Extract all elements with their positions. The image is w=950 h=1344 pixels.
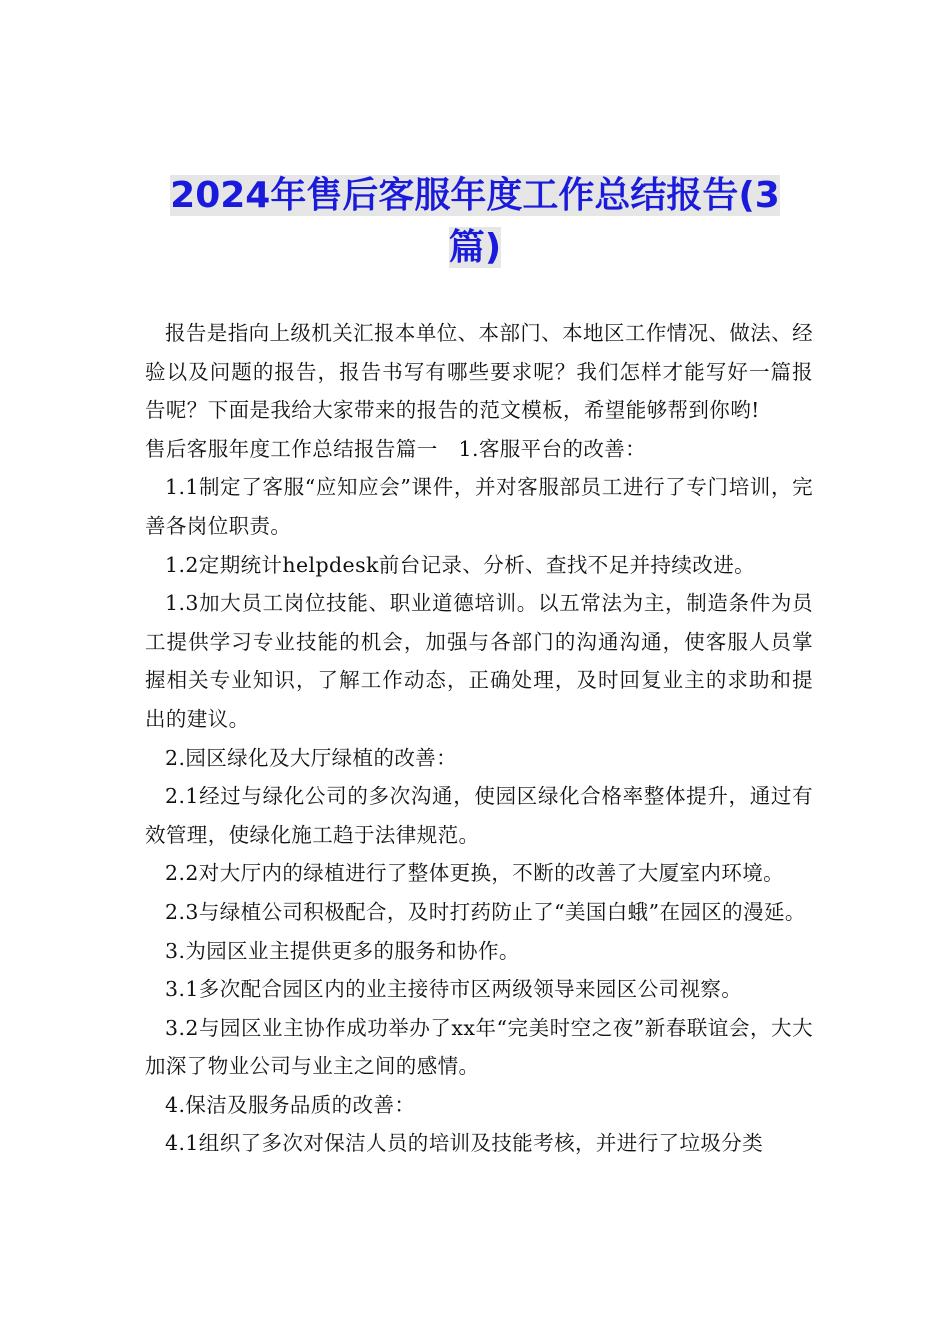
intro-paragraph: 报告是指向上级机关汇报本单位、本部门、本地区工作情况、做法、经验以及问题的报告，报告书写有哪些要求呢？我们怎样才能写好一篇报告呢？下面是我给大家带来的报告的范文模板，希望能够帮到你哟! xyxy=(145,321,813,423)
paragraph-1-3: 1.3加大员工岗位技能、职业道德培训。以五常法为主，制造条件为员工提供学习专业技能的机会，加强与各部门的沟通沟通，使客服人员掌握相关专业知识，了解工作动态，正确处理，及时回复业主的求助和提出的建议。 xyxy=(145,591,813,731)
paragraph-2-2: 2.2对大厅内的绿植进行了整体更换，不断的改善了大厦室内环境。 xyxy=(165,861,784,886)
document-body xyxy=(145,314,813,1163)
paragraph-3-1: 3.1多次配合园区内的业主接待市区两级领导来园区公司视察。 xyxy=(165,977,743,1002)
paragraph-1-2: 1.2定期统计helpdesk前台记录、分析、查找不足并持续改进。 xyxy=(165,552,756,577)
title-line-2: 篇) xyxy=(448,227,502,268)
paragraph-3: 3.为园区业主提供更多的服务和协作。 xyxy=(165,938,520,963)
paragraph-4-1: 4.1组织了多次对保洁人员的培训及技能考核，并进行了垃圾分类 xyxy=(165,1131,764,1156)
paragraph-2: 2.园区绿化及大厅绿植的改善： xyxy=(165,745,458,770)
paragraph-2-3: 2.3与绿植公司积极配合，及时打药防止了“美国白蛾”在园区的漫延。 xyxy=(165,899,806,924)
paragraph-3-2: 3.2与园区业主协作成功举办了xx年“完美时空之夜”新春联谊会，大大加深了物业公司与业主之间的感情。 xyxy=(145,1015,813,1079)
paragraph-4: 4.保洁及服务品质的改善： xyxy=(165,1092,416,1117)
paragraph-2-1: 2.1经过与绿化公司的多次沟通，使园区绿化合格率整体提升，通过有效管理，使绿化施工趋于法律规范。 xyxy=(145,784,813,847)
title-line-1: 2024年售后客服年度工作总结报告(3 xyxy=(170,175,780,216)
paragraph-1-1: 1.1制定了客服“应知应会”课件，并对客服部员工进行了专门培训，完善各岗位职责。 xyxy=(145,475,813,538)
document-title xyxy=(150,170,800,274)
section-heading-1: 售后客服年度工作总结报告篇一 1.客服平台的改善： xyxy=(145,436,647,461)
